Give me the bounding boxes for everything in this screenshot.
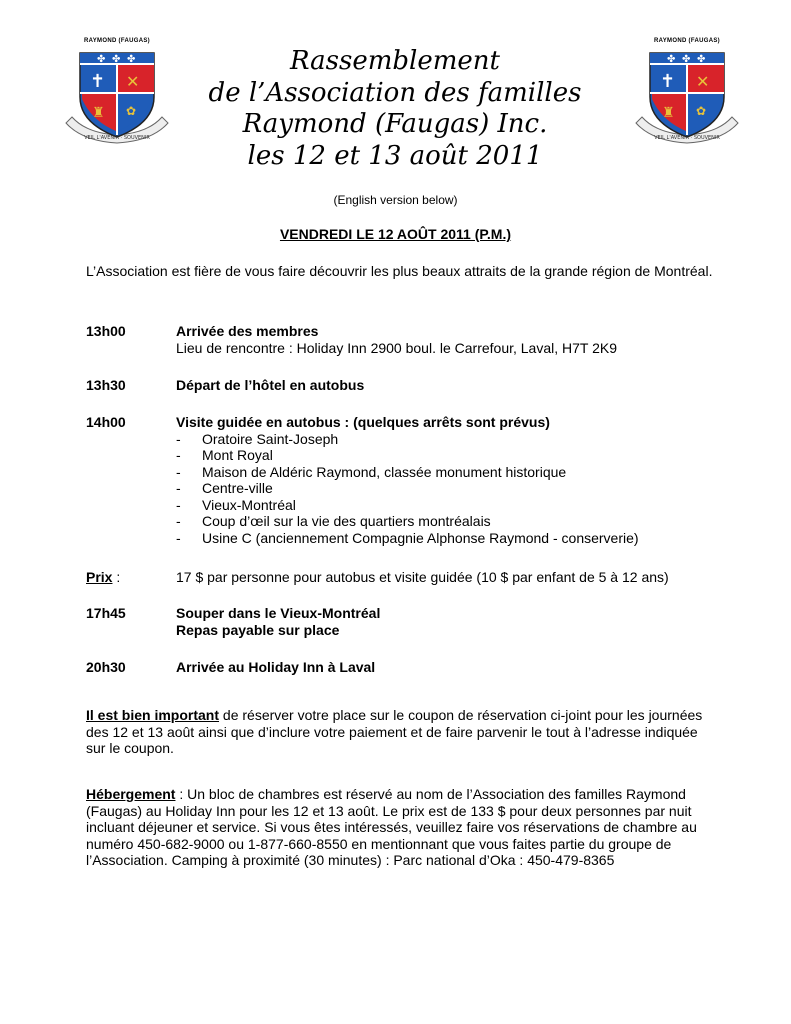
svg-text:✤: ✤ [97, 54, 106, 65]
schedule-time: 13h00 [86, 323, 126, 339]
schedule-time: 14h00 [86, 414, 126, 430]
svg-text:✤: ✤ [682, 54, 691, 65]
svg-text:✤: ✤ [112, 54, 121, 65]
stop-label: Coup d’œil sur la vie des quartiers montréalais [202, 513, 491, 529]
list-item: - Centre-ville [176, 480, 273, 496]
intro-paragraph: L’Association est fière de vous faire découvrir les plus beaux attraits de la grande région de Montréal. [86, 263, 713, 279]
tour-stops-list [176, 431, 736, 547]
lodging-text: : Un bloc de chambres est réservé au nom de l’Association des familles Raymond (Faugas) au Holiday Inn pour les 12 et 13 août. Le prix est de 133 $ pour deux personnes par nuit incluant déjeuner et service. Si vous êtes intéressés, veuillez faire vos réservations de chambre au numéro 450-682-9000 ou 1-877-660-8550 en mentionnant que vous faites partie du groupe de l’Association. Camping à proximité (30 minutes) : Parc national d’Oka : 450-479-8365 [86, 786, 697, 868]
stop-label: Maison de Aldéric Raymond, classée monument historique [202, 463, 567, 480]
stop-label: Usine C (anciennement Compagnie Alphonse Raymond - conserverie) [202, 529, 639, 546]
svg-text:✝: ✝ [660, 71, 676, 92]
stop-label: Centre-ville [202, 480, 273, 496]
crest-left [62, 38, 172, 149]
title-line-2: de l’Association des familles [208, 77, 582, 108]
stop-label: Mont Royal [202, 447, 273, 463]
list-item: - Oratoire Saint-Joseph [176, 430, 339, 447]
lodging-paragraph [86, 786, 716, 869]
english-version-note: (English version below) [333, 193, 458, 207]
price-colon: : [112, 569, 121, 585]
list-item: - Coup d’œil sur la vie des quartiers montréalais [176, 513, 491, 529]
svg-text:✤: ✤ [697, 54, 706, 65]
coat-of-arms-icon [62, 45, 172, 149]
list-item: - Mont Royal [176, 447, 273, 463]
schedule-title: Visite guidée en autobus : (quelques arrêts sont prévus) [176, 414, 550, 430]
day-heading: VENDREDI LE 12 AOÛT 2011 (P.M.) [279, 226, 512, 242]
svg-text:✤: ✤ [127, 54, 136, 65]
title-line-3: Raymond (Faugas) Inc. [242, 109, 548, 139]
crest-label: RAYMOND (FAUGAS) [84, 38, 150, 44]
document-title [180, 46, 610, 172]
schedule-time: 20h30 [86, 659, 126, 675]
title-line-4: les 12 et 13 août 2011 [247, 140, 543, 171]
svg-text:✕: ✕ [126, 72, 140, 91]
lodging-lead: Hébergement [86, 786, 176, 802]
stop-label: Vieux-Montréal [202, 496, 296, 513]
important-paragraph [86, 707, 716, 757]
schedule-title: Souper dans le Vieux-Montréal [176, 605, 381, 621]
list-item: - Vieux-Montréal [176, 496, 296, 513]
schedule-title: Arrivée au Holiday Inn à Laval [176, 659, 376, 675]
important-lead: Il est bien important [86, 707, 220, 723]
important-text: de réserver votre place sur le coupon de réservation ci-joint pour les journées des 12 et 13 août ainsi que d’inclure votre paiement et de faire parvenir le tout à l’adresse indiquée sur le coupon. [86, 707, 703, 756]
crest-motto: VEIL L'AVENIR · SOUVENIR [654, 135, 720, 141]
price-text: 17 $ par personne pour autobus et visite guidée (10 $ par enfant de 5 à 12 ans) [176, 569, 669, 585]
price-label-wrap [86, 569, 120, 586]
schedule-time: 13h30 [86, 377, 126, 393]
schedule-subtitle: Repas payable sur place [176, 621, 340, 638]
list-item: - Maison de Aldéric Raymond, classée monument historique [176, 463, 567, 480]
svg-text:✕: ✕ [696, 72, 710, 91]
svg-text:♜: ♜ [92, 105, 105, 121]
coat-of-arms-icon [632, 45, 742, 149]
svg-text:♜: ♜ [662, 105, 675, 121]
schedule-title: Arrivée des membres [176, 323, 319, 339]
schedule-time: 17h45 [86, 605, 126, 621]
svg-text:✝: ✝ [90, 71, 106, 92]
svg-text:✤: ✤ [667, 54, 676, 65]
stop-label: Oratoire Saint-Joseph [202, 430, 339, 447]
svg-text:✿: ✿ [696, 104, 707, 118]
svg-text:✿: ✿ [126, 104, 137, 118]
crest-label: RAYMOND (FAUGAS) [654, 38, 720, 44]
list-item: - Usine C (anciennement Compagnie Alphonse Raymond - conserverie) [176, 529, 639, 546]
price-label: Prix [86, 569, 113, 585]
schedule-detail: Lieu de rencontre : Holiday Inn 2900 boul. le Carrefour, Laval, H7T 2K9 [176, 339, 618, 356]
schedule-title: Départ de l’hôtel en autobus [176, 377, 365, 393]
crest-right [632, 38, 742, 149]
crest-motto: VEIL L'AVENIR · SOUVENIR [84, 135, 150, 141]
title-line-1: Rassemblement [290, 46, 500, 76]
